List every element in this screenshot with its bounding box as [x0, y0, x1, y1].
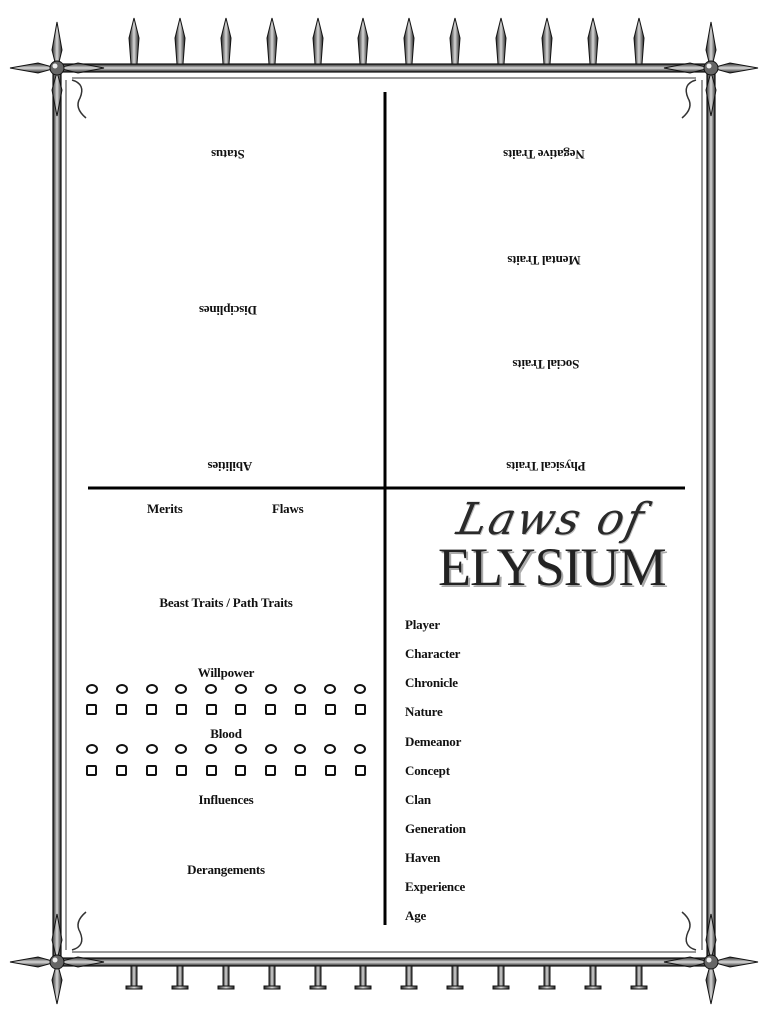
field-character-label: Character — [405, 646, 461, 661]
blood-circle[interactable] — [116, 744, 128, 754]
willpower-square[interactable] — [146, 704, 157, 715]
willpower-square[interactable] — [235, 704, 246, 715]
blood-square[interactable] — [86, 765, 97, 776]
disciplines-label: Disciplines — [199, 303, 257, 318]
mental-traits-label: Mental Traits — [507, 253, 581, 268]
negative-traits-label: Negative Traits — [503, 147, 585, 162]
physical-traits-label: Physical Traits — [506, 459, 586, 474]
willpower-circle[interactable] — [146, 684, 158, 694]
blood-square[interactable] — [265, 765, 276, 776]
field-experience-label: Experience — [405, 879, 466, 894]
willpower-circle[interactable] — [265, 684, 277, 694]
blood-square[interactable] — [295, 765, 306, 776]
beast-traits-label: Beast Traits / Path Traits — [159, 595, 293, 610]
blood-circle[interactable] — [265, 744, 277, 754]
blood-label: Blood — [210, 726, 242, 741]
willpower-square[interactable] — [265, 704, 276, 715]
field-demeanor-label: Demeanor — [405, 734, 462, 749]
willpower-label: Willpower — [197, 665, 255, 680]
logo-line1: Laws of — [452, 494, 650, 545]
merits-label: Merits — [147, 501, 183, 516]
blood-circles — [86, 744, 366, 754]
blood-circle[interactable] — [354, 744, 366, 754]
blood-circle[interactable] — [294, 744, 306, 754]
blood-circle[interactable] — [235, 744, 247, 754]
blood-square[interactable] — [206, 765, 217, 776]
willpower-circle[interactable] — [86, 684, 98, 694]
logo-line2: ELYSIUM — [438, 537, 666, 597]
field-concept-label: Concept — [405, 763, 450, 778]
blood-square[interactable] — [146, 765, 157, 776]
field-nature-label: Nature — [405, 704, 443, 719]
willpower-square[interactable] — [325, 704, 336, 715]
field-generation-label: Generation — [405, 821, 466, 836]
blood-circle[interactable] — [86, 744, 98, 754]
field-player-label: Player — [405, 617, 440, 632]
willpower-circle[interactable] — [354, 684, 366, 694]
willpower-circle[interactable] — [175, 684, 187, 694]
field-clan-label: Clan — [405, 792, 431, 807]
status-label: Status — [211, 147, 245, 162]
derangements-label: Derangements — [187, 862, 265, 877]
blood-square[interactable] — [116, 765, 127, 776]
blood-square[interactable] — [355, 765, 366, 776]
laws-of-elysium-logo — [436, 494, 666, 602]
willpower-circle[interactable] — [116, 684, 128, 694]
social-traits-label: Social Traits — [512, 357, 580, 372]
willpower-circles — [86, 684, 366, 694]
willpower-square[interactable] — [176, 704, 187, 715]
blood-square[interactable] — [325, 765, 336, 776]
willpower-circle[interactable] — [205, 684, 217, 694]
blood-square[interactable] — [235, 765, 246, 776]
field-haven-label: Haven — [405, 850, 441, 865]
flaws-label: Flaws — [272, 501, 304, 516]
willpower-squares — [86, 704, 366, 715]
willpower-circle[interactable] — [235, 684, 247, 694]
field-age-label: Age — [405, 908, 427, 923]
blood-circle[interactable] — [175, 744, 187, 754]
willpower-square[interactable] — [86, 704, 97, 715]
abilities-label: Abilities — [207, 459, 253, 474]
blood-squares — [86, 765, 366, 776]
blood-circle[interactable] — [205, 744, 217, 754]
willpower-circle[interactable] — [324, 684, 336, 694]
willpower-square[interactable] — [355, 704, 366, 715]
blood-circle[interactable] — [324, 744, 336, 754]
influences-label: Influences — [198, 792, 254, 807]
willpower-circle[interactable] — [294, 684, 306, 694]
willpower-square[interactable] — [295, 704, 306, 715]
blood-circle[interactable] — [146, 744, 158, 754]
willpower-square[interactable] — [206, 704, 217, 715]
willpower-square[interactable] — [116, 704, 127, 715]
field-chronicle-label: Chronicle — [405, 675, 458, 690]
blood-square[interactable] — [176, 765, 187, 776]
